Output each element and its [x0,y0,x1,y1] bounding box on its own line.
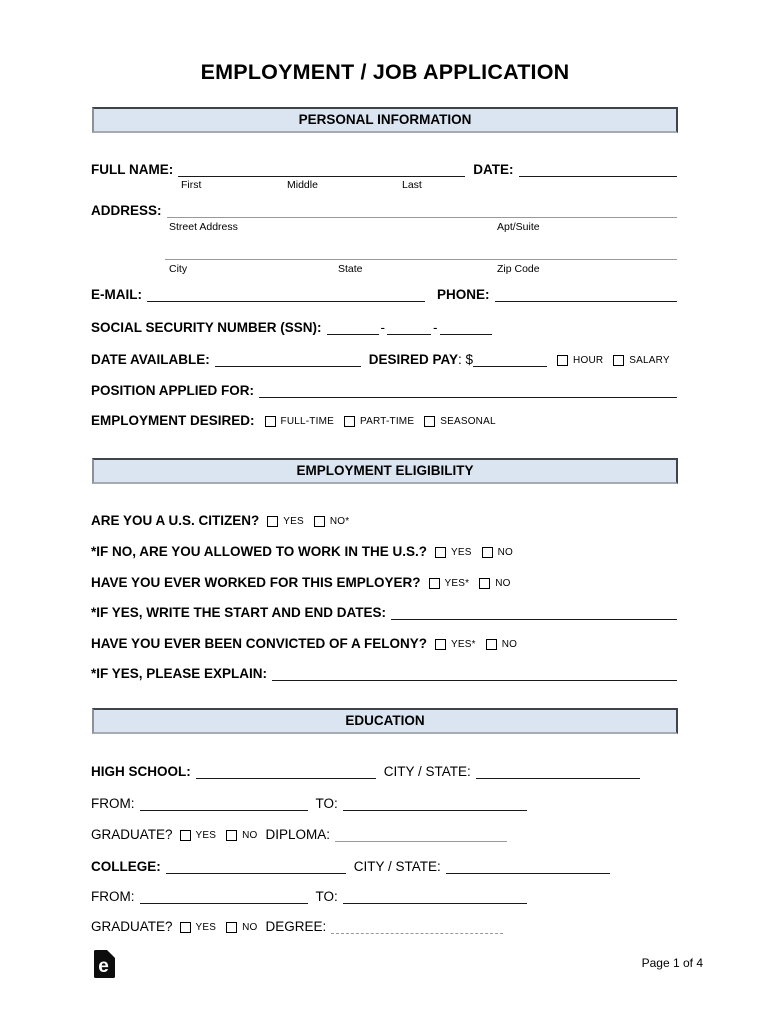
section-header-personal-information: PERSONAL INFORMATION [92,107,678,133]
college-graduate-row [91,918,677,935]
checkbox-full-time[interactable] [265,416,276,427]
checkbox-allowed-yes[interactable] [435,547,446,558]
checkbox-hs-graduate-no[interactable] [226,830,237,841]
college-city-state-label: CITY / STATE: [353,859,441,874]
date-input-line[interactable] [519,176,678,177]
high-school-graduate-row [91,826,677,843]
ssn-part2-input-line[interactable] [387,334,431,335]
seasonal-option-label: SEASONAL [440,416,496,427]
checkbox-citizen-no[interactable] [314,516,325,527]
date-available-pay-row [91,351,677,368]
hs-from-label: FROM: [91,796,135,811]
diploma-label: DIPLOMA: [265,827,331,842]
checkbox-allowed-no[interactable] [482,547,493,558]
felony-question-row [91,635,677,652]
state-sublabel: State [338,263,363,275]
ssn-separator: - [433,320,438,335]
full-time-option-label: FULL-TIME [280,416,334,427]
felony-yes-label: YES* [451,639,476,650]
college-input-line[interactable] [166,873,346,874]
name-sublabels [91,179,677,193]
desired-pay-input-line[interactable] [473,366,547,367]
felony-no-label: NO [501,639,518,650]
citizen-question-row [91,512,677,529]
allowed-to-work-question-row [91,543,677,560]
college-from-label: FROM: [91,889,135,904]
checkbox-felony-no[interactable] [486,639,497,650]
position-applied-label: POSITION APPLIED FOR: [91,383,255,398]
checkbox-worked-no[interactable] [479,578,490,589]
checkbox-hour[interactable] [557,355,568,366]
checkbox-worked-yes[interactable] [429,578,440,589]
section-header-education: EDUCATION [92,708,678,734]
hs-to-input-line[interactable] [343,810,527,811]
checkbox-hs-graduate-yes[interactable] [180,830,191,841]
employment-desired-row [91,412,677,429]
checkbox-part-time[interactable] [344,416,355,427]
college-graduate-no-label: NO [242,922,258,933]
logo-letter: e [98,956,109,977]
desired-pay-label: DESIRED PAY [368,352,459,367]
email-phone-row [91,286,677,303]
address-label: ADDRESS: [91,203,162,218]
phone-input-line[interactable] [495,301,677,302]
address-row [91,202,677,219]
high-school-row [91,763,677,780]
checkbox-college-graduate-no[interactable] [226,922,237,933]
employment-desired-label: EMPLOYMENT DESIRED: [91,413,255,428]
desired-pay-dollar-prefix: : $ [458,352,474,367]
city-sublabel: City [169,263,188,275]
high-school-input-line[interactable] [196,778,376,779]
allowed-no-label: NO [497,547,514,558]
full-name-row [91,161,677,178]
college-from-input-line[interactable] [140,903,308,904]
citizen-yes-label: YES [283,516,304,527]
college-dates-row [91,888,677,905]
date-available-label: DATE AVAILABLE: [91,352,210,367]
address-line2-input-line[interactable] [165,245,677,260]
eforms-logo [94,950,115,978]
address-line1-sublabels [91,221,677,235]
street-address-input-line[interactable] [167,217,677,218]
start-end-dates-row [91,604,677,621]
start-end-dates-input-line[interactable] [391,619,677,620]
address-line2-sublabels [91,263,677,277]
full-name-label: FULL NAME: [91,162,174,177]
salary-option-label: SALARY [629,355,670,366]
worked-for-employer-question-label: HAVE YOU EVER WORKED FOR THIS EMPLOYER? [91,575,421,590]
position-applied-input-line[interactable] [259,397,677,398]
hour-option-label: HOUR [573,355,604,366]
felony-explain-input-line[interactable] [272,680,677,681]
hs-city-state-label: CITY / STATE: [383,764,471,779]
phone-label: PHONE: [437,287,490,302]
college-to-label: TO: [315,889,338,904]
ssn-part1-input-line[interactable] [327,334,379,335]
allowed-to-work-question-label: *IF NO, ARE YOU ALLOWED TO WORK IN THE U.S.? [91,544,428,559]
worked-for-employer-question-row [91,574,677,591]
hs-graduate-no-label: NO [242,830,258,841]
checkbox-seasonal[interactable] [424,416,435,427]
zip-code-sublabel: Zip Code [497,263,540,275]
checkbox-college-graduate-yes[interactable] [180,922,191,933]
allowed-yes-label: YES [451,547,472,558]
page-title: EMPLOYMENT / JOB APPLICATION [200,60,570,84]
email-label: E-MAIL: [91,287,142,302]
apt-suite-sublabel: Apt/Suite [497,221,540,233]
email-input-line[interactable] [147,301,425,302]
college-row [91,858,677,875]
page-number-label: Page 1 of 4 [641,956,703,970]
citizen-question-label: ARE YOU A U.S. CITIZEN? [91,513,260,528]
date-available-input-line[interactable] [215,366,361,367]
full-name-input-line[interactable] [178,176,465,177]
high-school-dates-row [91,795,677,812]
college-graduate-yes-label: YES [195,922,217,933]
ssn-part3-input-line[interactable] [440,334,492,335]
college-label: COLLEGE: [91,859,161,874]
hs-graduate-yes-label: YES [195,830,217,841]
ssn-row [91,319,677,336]
diploma-input-line[interactable] [335,841,507,842]
hs-city-state-input-line[interactable] [476,778,640,779]
street-address-sublabel: Street Address [169,221,238,233]
worked-no-label: NO [495,578,511,589]
middle-sublabel: Middle [287,179,318,191]
ssn-label: SOCIAL SECURITY NUMBER (SSN): [91,320,322,335]
felony-explain-label: *IF YES, PLEASE EXPLAIN: [91,666,268,681]
section-header-employment-eligibility: EMPLOYMENT ELIGIBILITY [92,458,678,484]
college-city-state-input-line[interactable] [446,873,610,874]
degree-label: DEGREE: [265,919,327,934]
checkbox-citizen-yes[interactable] [267,516,278,527]
last-sublabel: Last [402,179,422,191]
ssn-separator: - [380,320,386,335]
college-to-input-line[interactable] [343,903,527,904]
part-time-option-label: PART-TIME [360,416,415,427]
position-applied-row [91,382,677,399]
checkbox-salary[interactable] [613,355,624,366]
document-icon [94,950,115,978]
date-label: DATE: [473,162,514,177]
citizen-no-label: NO* [329,516,350,527]
hs-from-input-line[interactable] [140,810,308,811]
high-school-label: HIGH SCHOOL: [91,764,191,779]
hs-graduate-label: GRADUATE? [91,827,173,842]
felony-question-label: HAVE YOU EVER BEEN CONVICTED OF A FELONY? [91,636,428,651]
checkbox-felony-yes[interactable] [435,639,446,650]
felony-explain-row [91,665,677,682]
worked-yes-label: YES* [444,578,470,589]
start-end-dates-label: *IF YES, WRITE THE START AND END DATES: [91,605,387,620]
first-sublabel: First [181,179,202,191]
college-graduate-label: GRADUATE? [91,919,173,934]
hs-to-label: TO: [315,796,338,811]
degree-input-line[interactable] [331,933,503,934]
